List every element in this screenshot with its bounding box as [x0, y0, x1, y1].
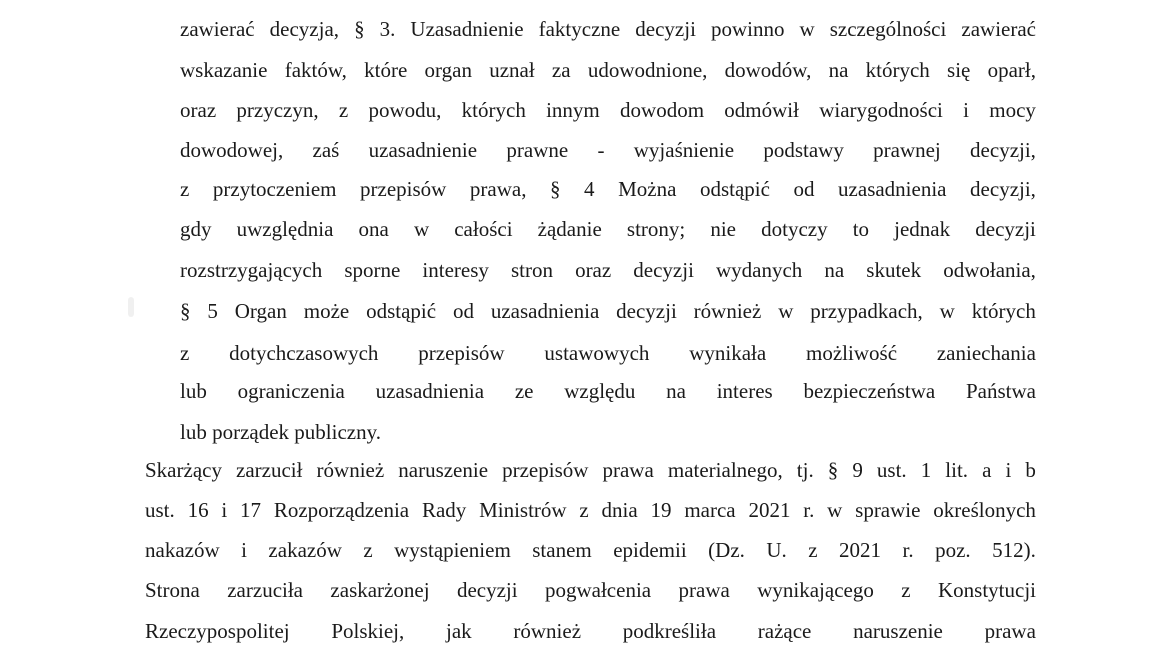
word: 9 — [852, 458, 863, 482]
word: żądanie — [537, 217, 602, 241]
word: naruszenie — [853, 619, 943, 643]
word: ograniczenia — [237, 379, 345, 403]
word: z — [338, 98, 349, 122]
word: i — [1005, 458, 1012, 482]
word: mocy — [989, 98, 1036, 122]
word: i — [963, 98, 969, 122]
word: i — [241, 538, 247, 562]
word: wiarygodności — [819, 98, 943, 122]
word: których — [461, 98, 526, 122]
word: marca — [684, 498, 736, 522]
quote-line — [180, 96, 1036, 124]
word: podkreśliła — [622, 619, 717, 643]
word: stanem — [532, 538, 592, 562]
word: w — [778, 299, 794, 323]
word: oraz — [180, 98, 217, 122]
word: prawa — [602, 458, 654, 482]
word: odstąpić — [699, 177, 770, 201]
word: interes — [716, 379, 773, 403]
word: uzasadnienie — [368, 138, 478, 162]
word: decyzji, — [970, 177, 1036, 201]
word: podstawy — [763, 138, 844, 162]
word: decyzja, — [269, 17, 340, 41]
quote-line — [180, 256, 1036, 284]
word: bezpieczeństwa — [803, 379, 936, 403]
word: przepisów — [502, 458, 589, 482]
word: zaniechania — [936, 341, 1036, 365]
word: § — [354, 17, 365, 41]
word: naruszenie — [398, 458, 489, 482]
word: zarzucił — [236, 458, 303, 482]
word: oparł, — [987, 58, 1036, 82]
word: wynikającego — [757, 578, 874, 602]
word: których — [865, 58, 930, 82]
word: nakazów — [145, 538, 220, 562]
word: organ — [424, 58, 472, 82]
word: dnia — [601, 498, 638, 522]
word: z — [901, 578, 911, 602]
word: dowodowej, — [180, 138, 284, 162]
word: przypadkach, — [810, 299, 923, 323]
body-line — [145, 536, 1036, 564]
word: Ministrów — [479, 498, 567, 522]
word: b — [1025, 458, 1036, 482]
word: sprawie — [855, 498, 921, 522]
word: zarzuciła — [227, 578, 304, 602]
word: dotyczy — [761, 217, 828, 241]
word: U. — [766, 538, 787, 562]
word: na — [666, 379, 686, 403]
word: decyzji — [635, 17, 696, 41]
word: epidemii — [613, 538, 687, 562]
word: odmówił — [724, 98, 799, 122]
word: zakazów — [268, 538, 342, 562]
word: 512). — [992, 538, 1036, 562]
word: dowodów, — [724, 58, 812, 82]
quote-line — [180, 175, 1036, 203]
word: przyczyn, — [236, 98, 319, 122]
word: a — [982, 458, 992, 482]
word: poz. — [935, 538, 971, 562]
word: których — [971, 299, 1036, 323]
word: może — [303, 299, 350, 323]
word: od — [793, 177, 815, 201]
quote-line — [180, 297, 1036, 325]
word: innym — [546, 98, 600, 122]
word: r. — [902, 538, 914, 562]
quote-line-last: lub porządek publiczny. — [180, 420, 381, 444]
word: odwołania, — [943, 258, 1036, 282]
word: prawa, — [469, 177, 527, 201]
word: Skarżący — [145, 458, 222, 482]
quote-line — [180, 136, 1036, 164]
word: Państwa — [965, 379, 1036, 403]
word: 19 — [650, 498, 672, 522]
word: Organ — [234, 299, 287, 323]
word: stron — [510, 258, 553, 282]
word: się — [947, 58, 971, 82]
word: udowodnione, — [587, 58, 708, 82]
word: zaskarżonej — [330, 578, 430, 602]
word: Polskiej, — [331, 619, 405, 643]
word: względu — [564, 379, 636, 403]
word: - — [597, 138, 605, 162]
scan-mark — [128, 297, 134, 317]
word: przytoczeniem — [212, 177, 337, 201]
word: interesy — [422, 258, 489, 282]
word: ustawowych — [544, 341, 650, 365]
word: od — [452, 299, 474, 323]
word: § — [827, 458, 839, 482]
word: decyzji — [975, 217, 1036, 241]
word: ust. — [145, 498, 175, 522]
word: określonych — [933, 498, 1036, 522]
word: w — [939, 299, 955, 323]
word: 2021 — [839, 538, 882, 562]
word: 1 — [920, 458, 932, 482]
word: powinno — [710, 17, 785, 41]
word: 17 — [240, 498, 262, 522]
word: prawne — [506, 138, 569, 162]
word: to — [852, 217, 870, 241]
word: również — [513, 619, 582, 643]
word: Rady — [421, 498, 467, 522]
quote-line — [180, 215, 1036, 243]
word: zawierać — [180, 17, 255, 41]
word: na — [828, 58, 849, 82]
word: całości — [454, 217, 513, 241]
word: ze — [514, 379, 534, 403]
word: ona — [358, 217, 389, 241]
word: przepisów — [418, 341, 505, 365]
word: rażące — [757, 619, 812, 643]
word: jednak — [894, 217, 951, 241]
word: decyzji, — [970, 138, 1036, 162]
word: również — [316, 458, 385, 482]
quote-line — [180, 339, 1036, 367]
word: lit. — [945, 458, 969, 482]
word: prawa — [984, 619, 1036, 643]
word: z — [180, 177, 190, 201]
word: również — [693, 299, 762, 323]
word: w — [413, 217, 430, 241]
word: nie — [710, 217, 736, 241]
word: r. — [803, 498, 815, 522]
word: za — [551, 58, 571, 82]
word: sporne — [344, 258, 401, 282]
word: lub — [180, 379, 207, 403]
word: strony; — [626, 217, 686, 241]
word: z — [363, 538, 373, 562]
word: Strona — [145, 578, 200, 602]
word: szczególności — [829, 17, 947, 41]
word: dowodom — [620, 98, 705, 122]
word: pogwałcenia — [544, 578, 652, 602]
word: 16 — [187, 498, 209, 522]
word: rozstrzygających — [180, 258, 323, 282]
word: ust. — [876, 458, 907, 482]
word: wyjaśnienie — [633, 138, 735, 162]
word: gdy — [180, 217, 212, 241]
word: i — [221, 498, 228, 522]
word: z — [579, 498, 589, 522]
word: Rzeczypospolitej — [145, 619, 290, 643]
word: decyzji — [633, 258, 694, 282]
body-line — [145, 456, 1036, 484]
word: faktów, — [284, 58, 347, 82]
word: na — [824, 258, 845, 282]
word: oraz — [575, 258, 612, 282]
body-line — [145, 576, 1036, 604]
quote-line — [180, 56, 1036, 84]
word: uzasadnienia — [375, 379, 485, 403]
word: prawa — [678, 578, 730, 602]
word: Uzasadnienie — [410, 17, 524, 41]
body-line — [145, 617, 1036, 645]
word: Można — [618, 177, 677, 201]
word: prawnej — [873, 138, 941, 162]
word: wynikała — [689, 341, 767, 365]
word: materialnego, — [667, 458, 783, 482]
quote-line — [180, 377, 1036, 405]
word: wystąpieniem — [394, 538, 511, 562]
word: z — [180, 341, 190, 365]
word: 2021 — [748, 498, 791, 522]
word: (Dz. — [708, 538, 745, 562]
word: uznał — [489, 58, 535, 82]
word: powodu, — [368, 98, 442, 122]
word: Rozporządzenia — [273, 498, 410, 522]
word: w — [799, 17, 815, 41]
quote-line — [180, 15, 1036, 43]
word: wydanych — [716, 258, 803, 282]
word: uzasadnienia — [490, 299, 600, 323]
word: § — [550, 177, 561, 201]
word: w — [827, 498, 843, 522]
word: które — [364, 58, 408, 82]
word: Konstytucji — [938, 578, 1036, 602]
word: dotychczasowych — [229, 341, 379, 365]
word: uzasadnienia — [838, 177, 947, 201]
word: możliwość — [806, 341, 898, 365]
word: 5 — [207, 299, 218, 323]
word: 4 — [584, 177, 595, 201]
word: decyzji — [616, 299, 677, 323]
word: zawierać — [961, 17, 1036, 41]
word: z — [808, 538, 818, 562]
word: przepisów — [360, 177, 447, 201]
word: tj. — [796, 458, 814, 482]
word: zaś — [312, 138, 340, 162]
word: skutek — [866, 258, 922, 282]
word: 3. — [379, 17, 396, 41]
word: uwzględnia — [236, 217, 334, 241]
word: jak — [446, 619, 472, 643]
word: faktyczne — [538, 17, 621, 41]
word: § — [180, 299, 191, 323]
body-line — [145, 496, 1036, 524]
word: odstąpić — [366, 299, 437, 323]
word: decyzji — [456, 578, 518, 602]
word: wskazanie — [180, 58, 268, 82]
